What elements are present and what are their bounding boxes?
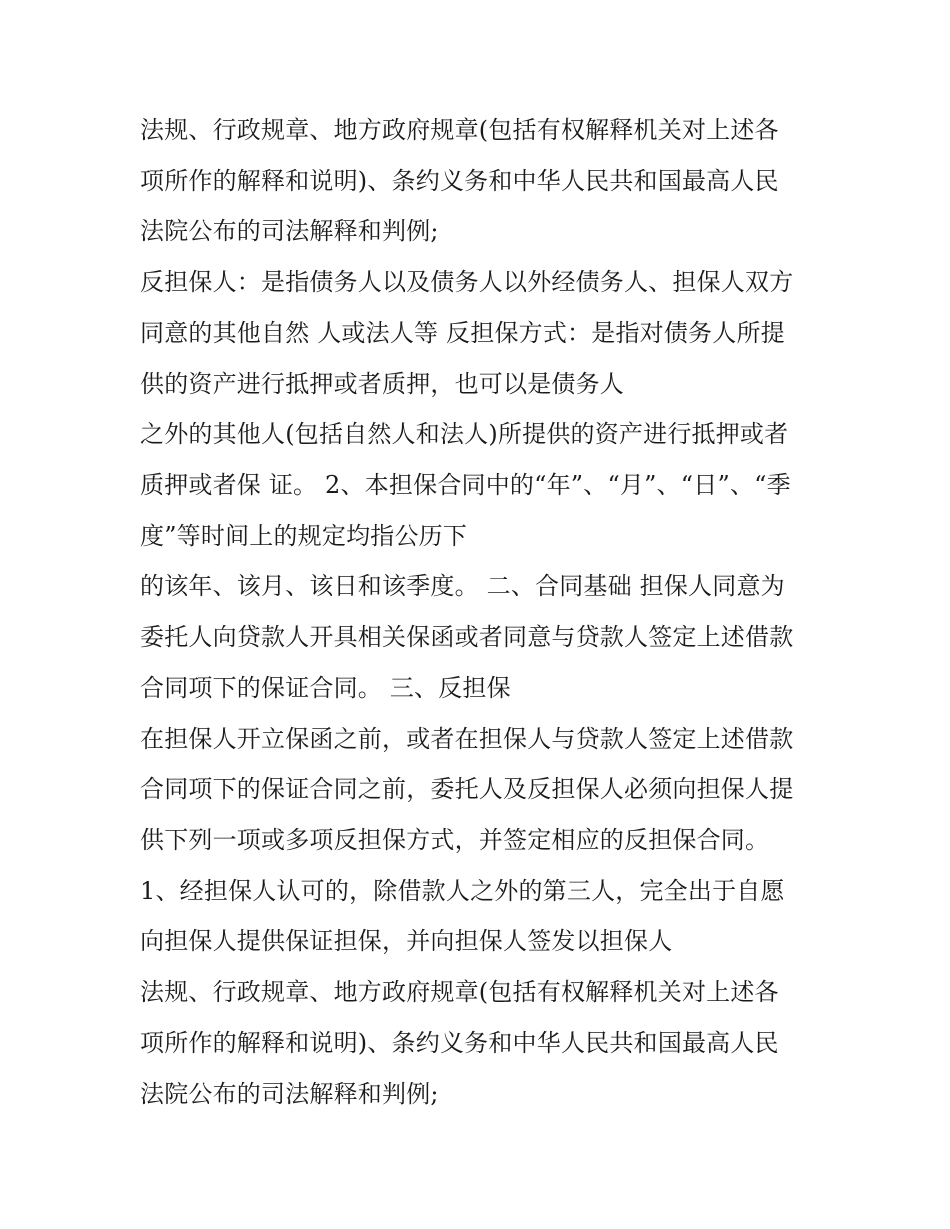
text-line: 委托人向贷款人开具相关保函或者同意与贷款人签定上述借款 xyxy=(140,623,794,651)
text-line: 质押或者保 证。 2、本担保合同中的“年”、“月”、“日”、“季 xyxy=(140,471,791,499)
text-line: 法规、行政规章、地方政府规章(包括有权解释机关对上述各 xyxy=(140,116,779,144)
text-line: 项所作的解释和说明)、条约义务和中华人民共和国最高人民 xyxy=(140,1029,779,1057)
text-line: 法规、行政规章、地方政府规章(包括有权解释机关对上述各 xyxy=(140,978,779,1006)
text-line: 供下列一项或多项反担保方式，并签定相应的反担保合同。 xyxy=(140,826,770,854)
text-line: 1、经担保人认可的，除借款人之外的第三人，完全出于自愿 xyxy=(140,877,785,905)
text-line: 向担保人提供保证担保，并向担保人签发以担保人 xyxy=(140,927,673,955)
text-line: 在担保人开立保函之前，或者在担保人与贷款人签定上述借款 xyxy=(140,725,794,753)
text-line: 度”等时间上的规定均指公历下 xyxy=(140,522,468,550)
text-line: 项所作的解释和说明)、条约义务和中华人民共和国最高人民 xyxy=(140,167,779,195)
text-line: 反担保人：是指债务人以及债务人以外经债务人、担保人双方 xyxy=(140,268,794,296)
text-line: 合同项下的保证合同之前，委托人及反担保人必须向担保人提 xyxy=(140,775,794,803)
text-line: 法院公布的司法解释和判例; xyxy=(140,217,439,245)
text-line: 供的资产进行抵押或者质押，也可以是债务人 xyxy=(140,370,624,398)
text-line: 同意的其他自然 人或法人等 反担保方式：是指对债务人所提 xyxy=(140,319,785,347)
text-line: 法院公布的司法解释和判例; xyxy=(140,1080,439,1108)
text-line: 之外的其他人(包括自然人和法人)所提供的资产进行抵押或者 xyxy=(140,420,789,448)
text-line: 合同项下的保证合同。 三、反担保 xyxy=(140,674,511,702)
text-line: 的该年、该月、该日和该季度。 二、合同基础 担保人同意为 xyxy=(140,572,785,600)
